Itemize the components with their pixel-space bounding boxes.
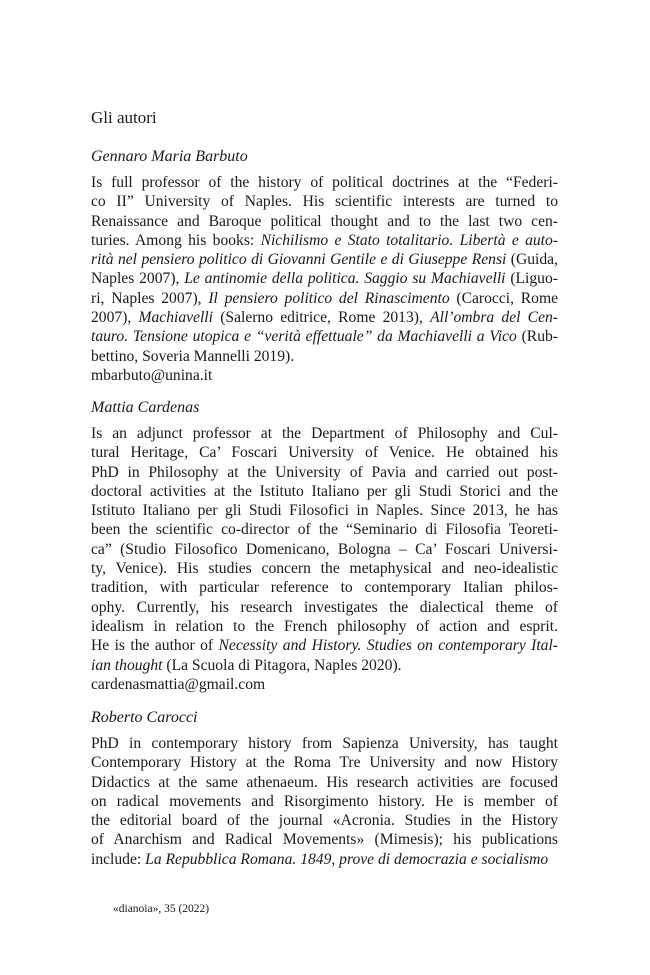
bio-italic-text: Nichilismo e Stato totalitario. Libertà e auto- [260,231,558,249]
bio-text: (Carocci, Rome [449,289,559,307]
section-title: Gli autori [91,108,157,127]
bio-italic-text: Il pensiero politico del Rinascimento [208,289,450,307]
bio-text: 2007), [91,309,139,327]
bio-line [91,327,558,346]
bio-text: Istituto Italiano per gli Studi Filosofici in Naples. Since 2013, he has [91,502,558,520]
author-bio [91,734,558,869]
bio-line [91,308,558,327]
bio-italic-text: La Repubblica Romana. 1849, prove di democrazia e socialismo [145,850,549,868]
bio-text: co II” University of Naples. His scientific interests are turned to [91,193,558,211]
bio-line [91,656,558,675]
bio-line [91,792,558,811]
bio-line [91,501,558,520]
bio-text: (Rub- [516,328,558,346]
bio-text: Naples 2007), [91,270,185,288]
bio-line [91,424,558,443]
bio-text: idealism in relation to the French philosophy of action and esprit. [91,617,558,635]
bio-text: turies. Among his books: [91,231,261,249]
bio-text: Contemporary History at the Roma Tre University and now History [91,754,558,772]
bio-text: been the scientific co-director of the “Seminario di Filosofia Teoreti- [91,521,558,539]
bio-text: Is an adjunct professor at the Department of Philosophy and Cul- [91,425,558,442]
bio-line [91,520,558,539]
author-name: Gennaro Maria Barbuto [91,148,248,165]
bio-text: bettino, Soveria Mannelli 2019). [91,347,295,365]
bio-text: ri, Naples 2007), [91,289,209,307]
bio-text: (Salerno editrice, Rome 2013), [212,309,431,327]
bio-text: (La Scuola di Pitagora, Naples 2020). [162,656,402,674]
bio-text: doctoral activities at the Istituto Italiano per gli Studi Storici and the [91,482,558,500]
bio-line [91,773,558,792]
author-bio [91,424,558,675]
bio-text: (Guida, [506,251,558,269]
bio-line [91,443,558,462]
bio-line [91,269,558,288]
author-bio [91,173,558,366]
author-name: Mattia Cardenas [91,399,200,416]
bio-text: tural Heritage, Ca’ Foscari University of Venice. He obtained his [91,444,558,462]
bio-text: ophy. Currently, his research investigates the dialectical theme of [91,598,558,616]
bio-text: tradition, with particular reference to contemporary Italian philos- [91,579,558,597]
bio-text: of Anarchism and Radical Movements» (Mimesis); his publications [91,831,558,849]
bio-text: ca” (Studio Filosofico Domenicano, Bologna – Ca’ Foscari Universi- [91,540,558,558]
bio-text: (Liguo- [505,270,558,288]
author-entry [91,708,558,869]
bio-line [91,559,558,578]
author-name: Roberto Carocci [91,709,198,726]
bio-text: on radical movements and Risorgimento history. He is member of [91,792,558,810]
bio-line [91,173,558,192]
bio-line [91,347,558,366]
bio-line [91,463,558,482]
bio-italic-text: Le antinomie della politica. Saggio su Machiavelli [184,270,506,288]
bio-text: include: [91,850,146,868]
bio-line [91,231,558,250]
bio-line [91,482,558,501]
author-entry [91,147,558,385]
bio-line [91,578,558,597]
page-footer: «dianoia», 35 (2022) [113,903,210,915]
bio-text: Is full professor of the history of political doctrines at the “Federi- [91,174,558,191]
bio-text: the editorial board of the journal «Acronia. Studies in the History [91,812,558,830]
bio-text: ty, Venice). His studies concern the metaphysical and neo-idealistic [91,560,558,578]
bio-line [91,289,558,308]
bio-line [91,734,558,753]
author-entry [91,398,558,694]
bio-line [91,540,558,559]
bio-line [91,617,558,636]
bio-italic-text: ian thought [91,656,163,674]
bio-text: PhD in Philosophy at the University of Pavia and carried out post- [91,463,558,481]
author-email: cardenasmattia@gmail.com [91,675,266,693]
bio-italic-text: All’ombra del Cen- [430,309,558,327]
bio-italic-text: Necessity and History. Studies on contemporary Ital- [218,637,559,655]
bio-text: Renaissance and Baroque political thought and to the last two cen- [91,212,558,230]
bio-text: Didactics at the same athenaeum. His research activities are focused [91,773,558,791]
bio-line [91,598,558,617]
bio-italic-text: tauro. Tensione utopica e “verità effettuale” da Machiavelli a Vico [91,328,517,346]
bio-line [91,212,558,231]
author-email: mbarbuto@unina.it [91,366,213,384]
bio-line [91,830,558,849]
bio-italic-text: Machiavelli [138,309,213,327]
bio-line [91,192,558,211]
bio-text: PhD in contemporary history from Sapienza University, has taught [91,735,558,752]
bio-text: He is the author of [91,637,219,655]
bio-line [91,811,558,830]
bio-line [91,636,558,655]
bio-line [91,753,558,772]
bio-italic-text: rità nel pensiero politico di Giovanni Gentile e di Giuseppe Rensi [91,251,507,269]
bio-line [91,850,558,869]
bio-line [91,250,558,269]
